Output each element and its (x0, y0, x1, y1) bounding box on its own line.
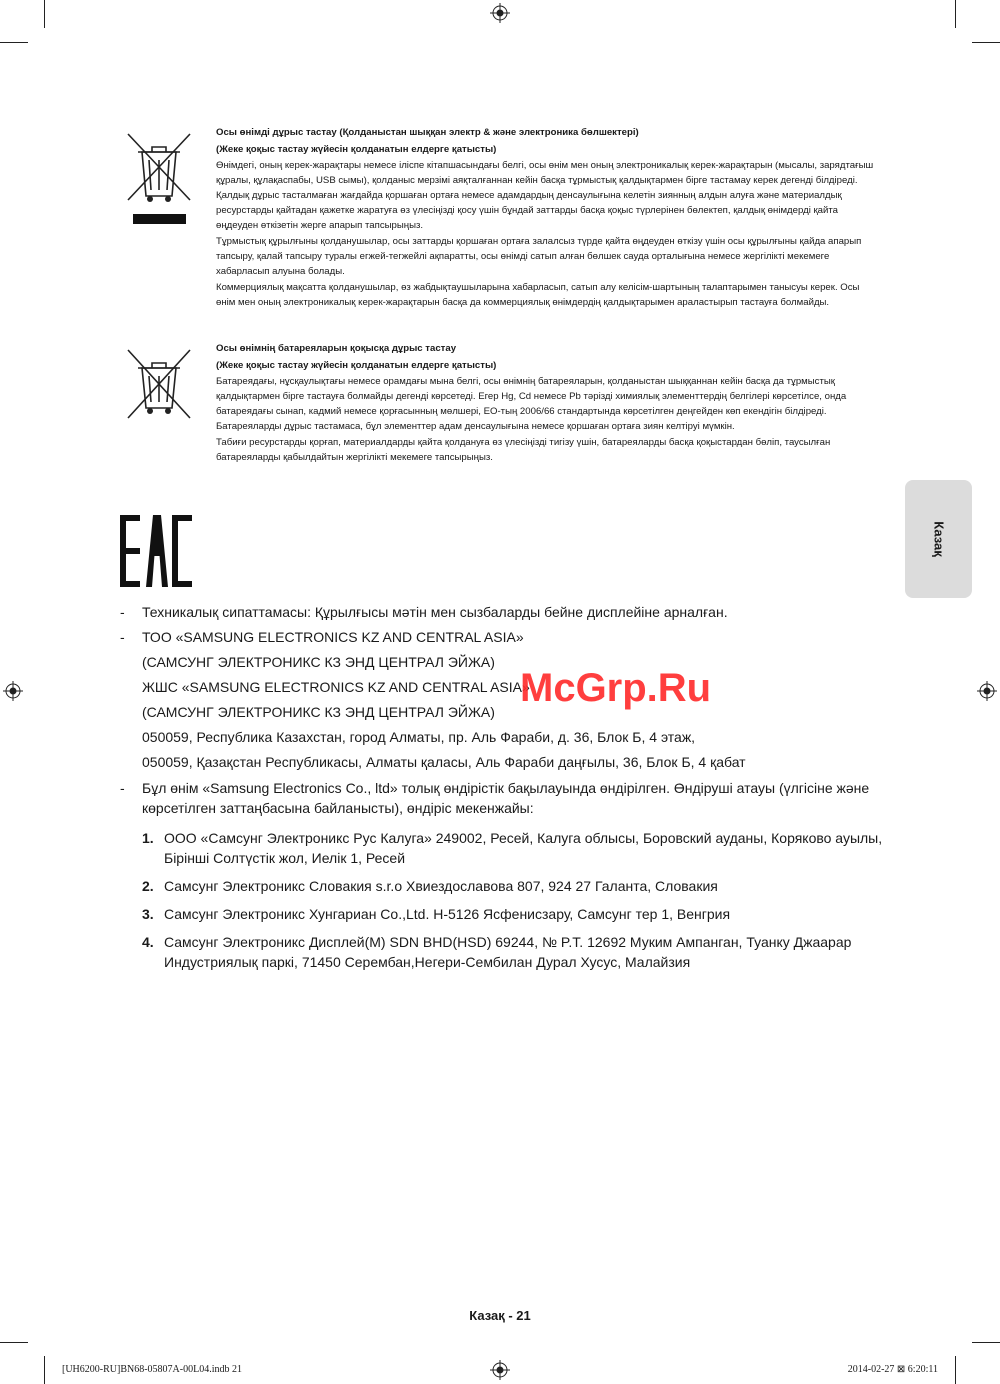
section-heading: Осы өнімді дұрыс тастау (Қолданыстан шыққан электр & және электроника бөлшектері) (216, 127, 639, 138)
page-footer: Казақ - 21 (469, 1308, 531, 1323)
section-subheading: (Жеке қоқыс тастау жүйесін қолданатын елдерге қатысты) (216, 144, 497, 155)
crop-mark (955, 0, 956, 28)
crop-mark (44, 0, 45, 28)
crop-mark (972, 1342, 1000, 1343)
registration-mark-icon (3, 681, 23, 701)
disposal-section-batteries (216, 340, 878, 466)
print-slug-right: 2014-02-27 ⊠ 6:20:11 (847, 1364, 938, 1375)
language-tab (905, 480, 972, 598)
disposal-section-electronics (216, 124, 878, 311)
crossed-out-bin-icon (124, 130, 194, 230)
registration-mark-icon (977, 681, 997, 701)
crop-mark (0, 42, 28, 43)
crop-mark (0, 1342, 28, 1343)
address-item: 2. Самсунг Электроникс Словакия s.r.o Хвиездославова 807, 924 27 Галанта, Словакия (142, 878, 718, 894)
importer-line: ЖШС «SAMSUNG ELECTRONICS KZ AND CENTRAL ASIA» (142, 679, 530, 695)
importer-line: 050059, Қазақстан Республикасы, Алматы қаласы, Аль Фараби даңғылы, 36, Блок Б, 4 қабат (142, 754, 746, 770)
section-paragraph: Табиғи ресурстарды қорғап, материалдарды қайта қолдануға өз үлесіңізді тигізу үшін, батареяларды басқа қоқыстардан бөліп, таусылған батареяларды қабылдайтын жергілікті мекемеге тапсырыңыз. (216, 437, 831, 463)
importer-line: (САМСУНГ ЭЛЕКТРОНИКС КЗ ЭНД ЦЕНТРАЛ ЭЙЖА) (142, 704, 495, 720)
registration-mark-icon (490, 3, 510, 23)
eac-logo (120, 515, 192, 587)
crop-mark (955, 1356, 956, 1384)
list-item: - ТОО «SAMSUNG ELECTRONICS KZ AND CENTRAL ASIA» (САМСУНГ ЭЛЕКТРОНИКС КЗ ЭНД ЦЕНТРАЛ ЭЙЖА) ЖШС «SAMSUNG ELECTRONICS KZ AND CENTRAL ASIA» (САМСУНГ ЭЛЕКТРОНИКС КЗ ЭНД ЦЕНТРАЛ ЭЙЖА) 050059, Республика Казахстан, город Алматы, пр. Аль Фараби, д. 36, Блок Б, 4 этаж, 050059, Қазақстан Республикасы, Алматы қаласы, Аль Фараби даңғылы, 36, Блок Б, 4 қабат (120, 625, 890, 775)
crop-mark (44, 1356, 45, 1384)
address-item: 4. Самсунг Электроникс Дисплей(M) SDN BHD(HSD) 69244, № P.T. 12692 Муким Ампанган, Туанку Джаарар Индустриялық паркі, 71450 Серембан,Негери-Сембилан Дурал Хусус, Малайзия (142, 934, 852, 970)
section-heading: Осы өнімнің батареяларын қоқысқа дұрыс тастау (216, 343, 457, 354)
manufacturer-text: Бұл өнім «Samsung Electronics Co., ltd» толық өндірістік бақылауында өндірілген. Өндіруші атауы (үлгісіне және көрсетілген заттаңбасына байланысты), өндіріс мекенжайы: (142, 780, 870, 816)
technical-spec-text: Техникалық сипаттамасы: Құрылғысы мәтін мен сызбаларды бейне дисплейіне арналған. (142, 604, 728, 620)
registration-mark-icon (490, 1360, 510, 1380)
product-info-list (120, 600, 890, 980)
section-paragraph: Батареядағы, нұсқаулықтағы немесе орамдағы мына белгі, осы өнімнің батареяларын, қолданыстан шыққаннан кейін басқа да тұрмыстық қалдықтармен бірге тастауға болмайды дегенді көрсетеді. Егер Hg, Cd немесе Pb тәрізді химиялық элементтердің белгілері көрсетілсе, онда батареядағы сынап, кадмий немесе қорғасынның мөлшері, ЕО-тың 2006/66 стандартында көрсетілген деңгейден көп екендігін білдіреді. Батареяларды дұрыс тастамаса, бұл элементтер адам денсаулығына немесе қоршаған ортаға зиян келтіруі мүмкін. (216, 376, 847, 432)
section-subheading: (Жеке қоқыс тастау жүйесін қолданатын елдерге қатысты) (216, 360, 497, 371)
language-tab-label: Казақ (931, 521, 946, 557)
list-item: - Техникалық сипаттамасы: Құрылғысы мәтін мен сызбаларды бейне дисплейіне арналған. (120, 604, 728, 620)
manufacturer-address-list (142, 828, 890, 972)
importer-line: (САМСУНГ ЭЛЕКТРОНИКС КЗ ЭНД ЦЕНТРАЛ ЭЙЖА) (142, 654, 495, 670)
watermark: McGrp.Ru (520, 666, 712, 710)
section-paragraph: Коммерциялық мақсатта қолданушылар, өз жабдықтаушыларына хабарласып, сатып алу келісім-шартының талаптарымен танысуы керек. Осы өнім мен оның электроникалық керек-жарақтарын басқа да коммерциялық өнімдердің қалдықтарымен араластырып тастауға болмайды. (216, 282, 860, 308)
list-item: - Бұл өнім «Samsung Electronics Co., ltd» толық өндірістік бақылауында өндірілген. Өндіруші атауы (үлгісіне және көрсетілген заттаңбасына байланысты), өндіріс мекенжайы: (120, 780, 870, 816)
print-slug-left: [UH6200-RU]BN68-05807A-00L04.indb 21 (62, 1364, 242, 1375)
importer-line: ТОО «SAMSUNG ELECTRONICS KZ AND CENTRAL ASIA» (142, 629, 524, 645)
crossed-out-battery-bin-icon (124, 346, 194, 422)
importer-line: 050059, Республика Казахстан, город Алматы, пр. Аль Фараби, д. 36, Блок Б, 4 этаж, (142, 729, 696, 745)
section-paragraph: Тұрмыстық құрылғыны қолданушылар, осы заттарды қоршаған ортаға залалсыз түрде қайта өңдеуден өткізу үшін осы құрылғыны қайда апарып тапсыру, қалай тапсыру туралы егжей-тегжейлі ақпаратты, осы өнімді сатып алған бөлшек сауда орталығына немесе жергілікті мекемеге хабарласып алуына болады. (216, 236, 862, 277)
section-paragraph: Өнімдегі, оның керек-жарақтары немесе іліспе кітапшасындағы белгі, осы өнім мен оның электроникалық керек-жарақтарын (мысалы, зарядтағыш құралы, құлақаспабы, USB сымы), қолданыс мерзімі аяқталғаннан кейін басқа тұрмыстық қалдықтармен бірге тастамау керек дегенді білдіреді. Қалдық дұрыс тасталмаған жағдайда қоршаған ортаға немесе адамдардың денсаулығына келетін зиянның алдын алуға және материалдық ресурстарды қайтадан қажетке жаратуға өз үлесіңізді қосу үшін бұндай заттарды басқа қоқыс түрлерінен бөлектеп, қалдық өнімдерді қайта өңдеуден өткізетін жерге апарып тапсырыңыз. (216, 160, 874, 231)
address-item: 3. Самсунг Электроникс Хунгариан Co.,Ltd. H-5126 Ясфенисзару, Самсунг тер 1, Венгрия (142, 906, 731, 922)
crop-mark (972, 42, 1000, 43)
address-item: 1. ООО «Самсунг Электроникс Рус Калуга» 249002, Ресей, Калуга облысы, Боровский ауданы, Коряково ауылы, Бірінші Солтүстік жол, Иелік 1, Ресей (142, 830, 883, 866)
